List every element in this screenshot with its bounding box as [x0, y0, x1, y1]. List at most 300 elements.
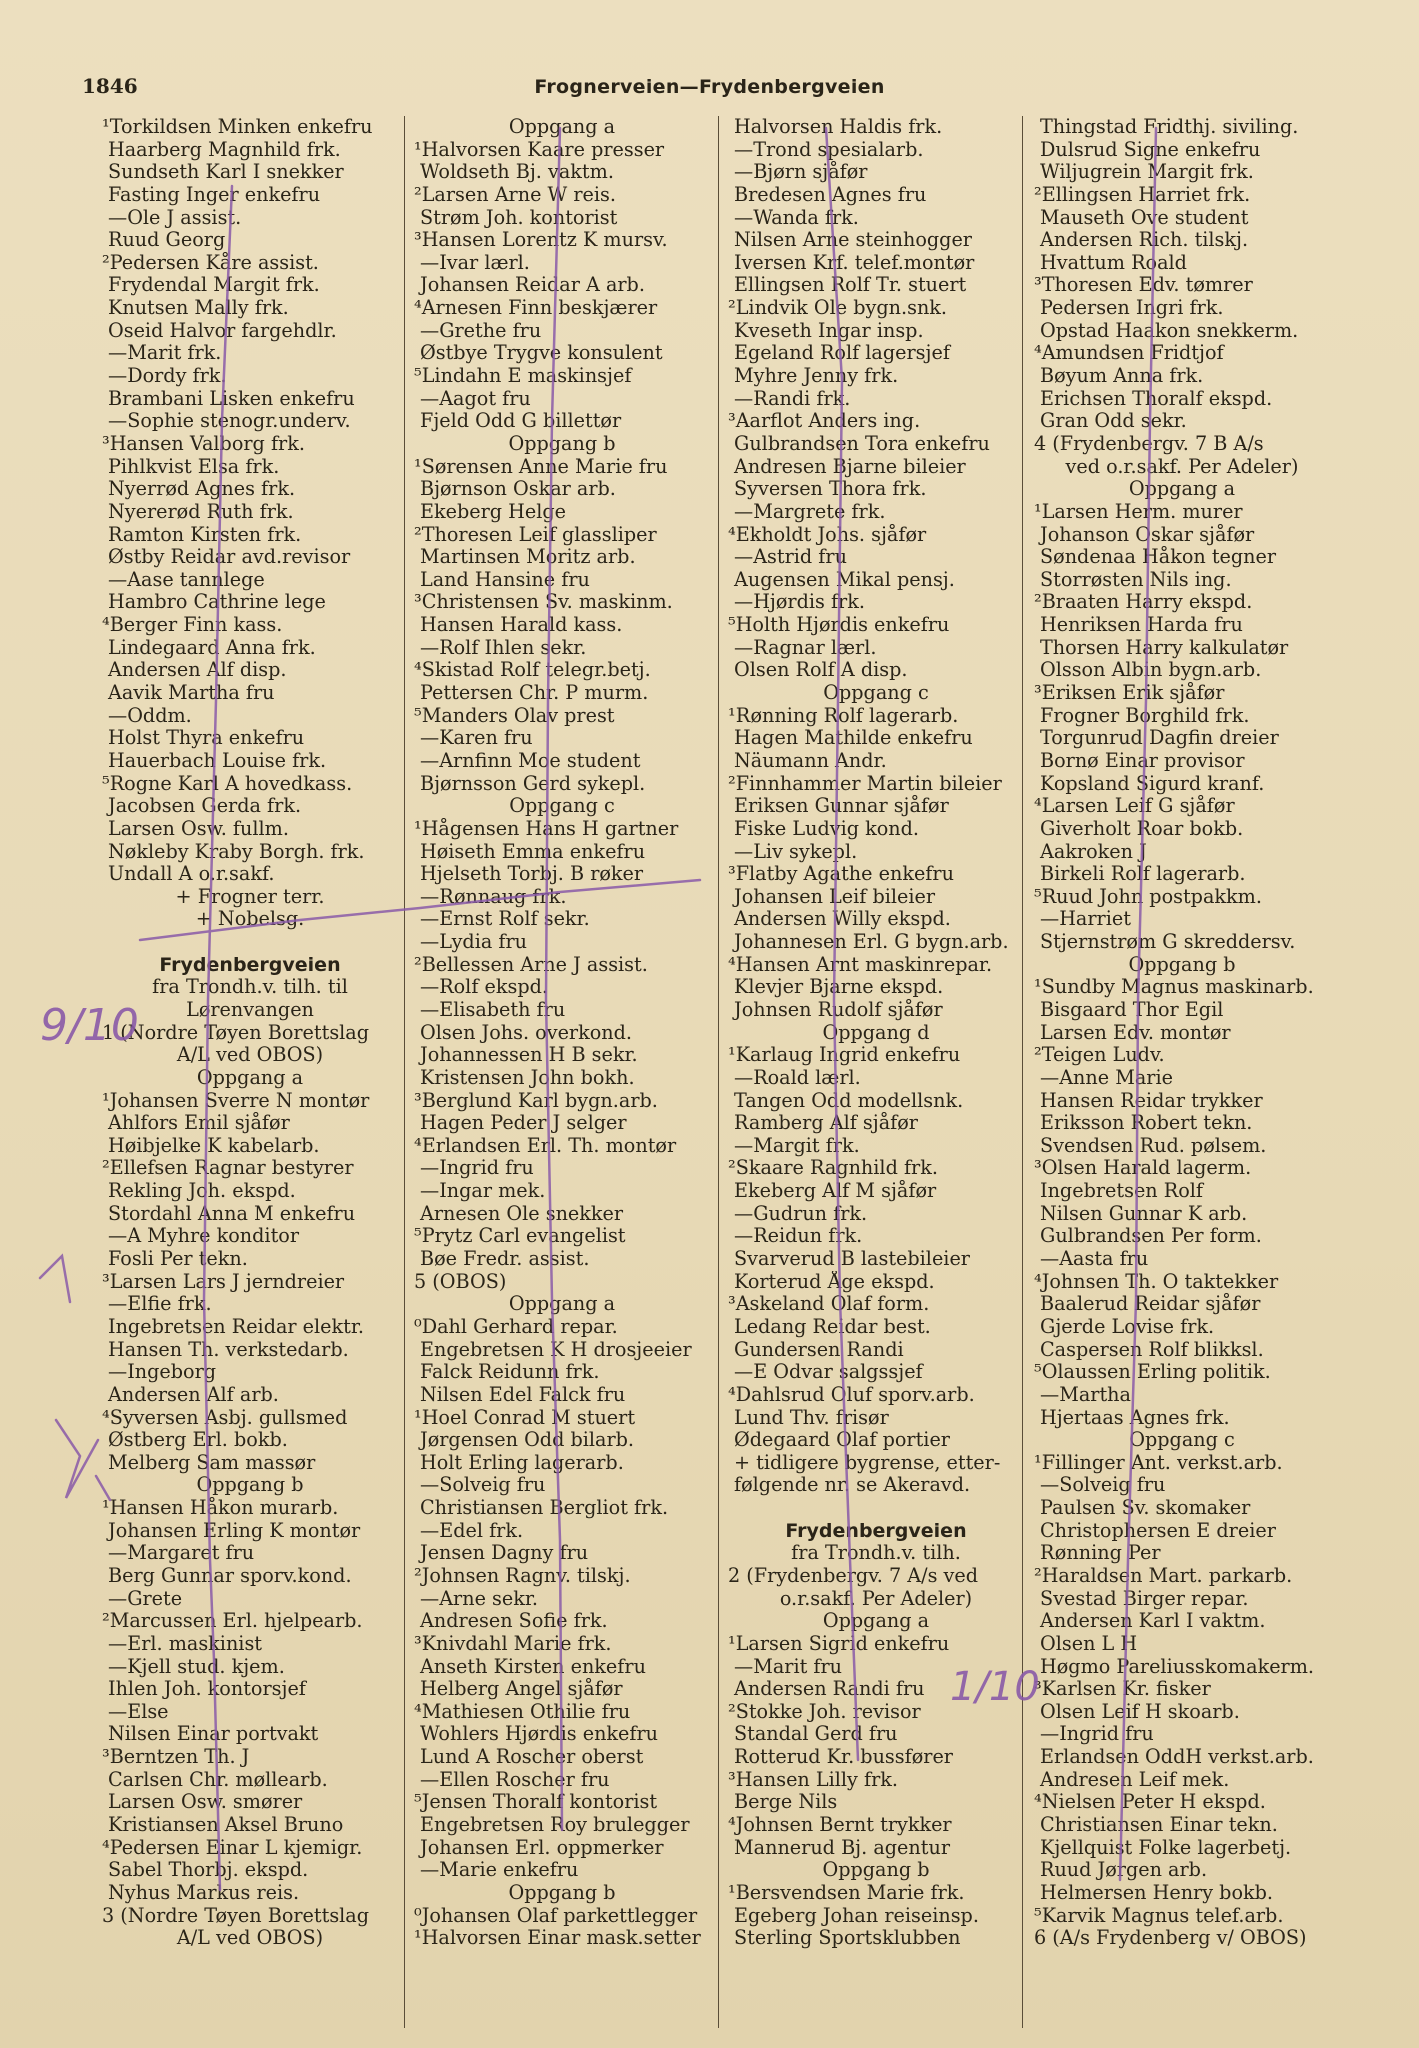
directory-entry: Erlandsen OddH verkst.arb. [1040, 1746, 1314, 1769]
directory-entry: Strøm Joh. kontorist [420, 206, 618, 229]
directory-entry: —Solveig fru [420, 1474, 546, 1497]
directory-entry: Helberg Angel sjåfør [420, 1678, 623, 1701]
directory-entry: Caspersen Rolf blikksl. [1040, 1338, 1264, 1361]
directory-entry: Søndenaa Håkon tegner [1040, 546, 1277, 569]
directory-entry: Gundersen Randi [734, 1338, 904, 1361]
section-label: Oppgang b [196, 1474, 304, 1497]
directory-entry: ⁴Pedersen Einar L kjemigr. [102, 1836, 363, 1859]
directory-entry: ²Thoresen Leif glassliper [414, 523, 657, 546]
directory-entry: —Elfie frk. [108, 1293, 212, 1316]
directory-entry: —Margrete frk. [734, 500, 886, 523]
directory-entry: Gran Odd sekr. [1040, 410, 1187, 433]
directory-entry: Sabel Thorbj. ekspd. [108, 1859, 309, 1882]
directory-entry: 3 (Nordre Tøyen Borettslag [102, 1904, 370, 1927]
directory-entry: ⁴Mathiesen Othilie fru [414, 1700, 631, 1723]
directory-entry: Eriksson Robert tekn. [1040, 1112, 1253, 1135]
directory-entry: Torgunrud Dagfin dreier [1040, 727, 1279, 750]
directory-entry: ²Finnhammer Martin bileier [728, 772, 1002, 795]
directory-entry: Ingebretsen Reidar elektr. [108, 1315, 365, 1338]
directory-entry: Frogner Borghild frk. [1040, 704, 1250, 727]
directory-entry: Nilsen Gunnar K arb. [1040, 1202, 1248, 1225]
section-label: ved o.r.sakf. Per Adeler) [1065, 455, 1299, 478]
directory-entry: ⁰Dahl Gerhard repar. [414, 1315, 618, 1338]
directory-entry: Christiansen Einar tekn. [1040, 1814, 1278, 1837]
directory-entry: Jacobsen Gerda frk. [108, 795, 302, 818]
directory-entry: Svendsen Rud. pølsem. [1040, 1134, 1267, 1157]
directory-entry: —Dordy frk. [108, 365, 227, 388]
directory-entry: Johannesen Erl. G bygn.arb. [734, 931, 1009, 954]
directory-entry: Hvattum Roald [1040, 251, 1187, 274]
directory-entry: ⁵Manders Olav prest [414, 704, 615, 727]
pencil-stroke [546, 128, 562, 1830]
directory-entry: Andersen Rich. tilskj. [1040, 229, 1249, 252]
pencil-stroke [1120, 128, 1156, 1880]
directory-entry: ²Bellessen Arne J assist. [414, 953, 648, 976]
directory-entry: ⁴Skistad Rolf telegr.betj. [414, 659, 651, 682]
directory-entry: ²Stokke Joh. revisor [728, 1700, 921, 1723]
directory-entry: ³Askeland Olaf form. [728, 1293, 930, 1316]
directory-entry: Gulbrandsen Tora enkefru [734, 432, 990, 455]
directory-entry: Rønning Per [1040, 1542, 1161, 1565]
directory-entry: Bjørnsson Gerd sykepl. [420, 772, 646, 795]
directory-entry: Falck Reidunn frk. [420, 1361, 600, 1384]
directory-entry: ³Berglund Karl bygn.arb. [414, 1089, 658, 1112]
section-label: Oppgang c [823, 682, 929, 705]
directory-entry: —Wanda frk. [734, 206, 859, 229]
directory-entry: Jensen Dagny fru [420, 1542, 589, 1565]
directory-entry: ¹Hansen Håkon murarb. [102, 1497, 339, 1520]
directory-entry: —Reidun frk. [734, 1225, 863, 1248]
directory-entry: ³Hansen Lilly frk. [728, 1768, 898, 1791]
section-label: Lørenvangen [186, 998, 314, 1021]
section-label: fra Trondh.v. tilh. til [152, 976, 348, 999]
directory-entry: Larsen Osw. fullm. [108, 817, 289, 840]
directory-entry: Olsson Albin bygn.arb. [1040, 659, 1262, 682]
directory-entry: —Oddm. [108, 704, 192, 727]
section-label: Oppgang d [822, 1021, 930, 1044]
directory-entry: Johansen Erling K montør [108, 1519, 361, 1542]
directory-entry: Henriksen Harda fru [1040, 614, 1243, 637]
directory-entry: —Ragnar lærl. [734, 636, 877, 659]
directory-entry: Jørgensen Odd bilarb. [420, 1429, 635, 1452]
directory-entry: Ingebretsen Rolf [1040, 1180, 1203, 1203]
directory-entry: Hambro Cathrine lege [108, 591, 326, 614]
directory-entry: ²Braaten Harry ekspd. [1034, 591, 1253, 614]
directory-entry: Gjerde Lovise frk. [1040, 1315, 1215, 1338]
directory-entry: —Margit frk. [734, 1134, 860, 1157]
directory-entry: —Martha [1040, 1383, 1131, 1406]
directory-entry: + Frogner terr. [175, 885, 325, 908]
directory-entry: Nilsen Arne steinhogger [734, 229, 972, 252]
directory-entry: Svestad Birger repar. [1040, 1587, 1249, 1610]
directory-entry: Olsen Johs. overkond. [420, 1021, 633, 1044]
street-heading: Frydenbergveien [159, 953, 341, 976]
directory-entry: Ramton Kirsten frk. [108, 523, 302, 546]
directory-entry: ¹Torkildsen Minken enkefru [102, 116, 373, 138]
directory-entry: Stordahl Anna M enkefru [108, 1202, 356, 1225]
directory-entry: —Randi frk. [734, 387, 851, 410]
directory-entry: ⁴Hansen Arnt maskinrepar. [728, 953, 993, 976]
directory-entry: Anseth Kirsten enkefru [420, 1655, 646, 1678]
directory-entry: ²Ellingsen Harriet frk. [1034, 183, 1251, 206]
directory-entry: Andersen Randi fru [734, 1678, 925, 1701]
directory-entry: —Erl. maskinist [108, 1632, 262, 1655]
directory-entry: Aakroken J [1040, 840, 1147, 863]
directory-entry: Arnesen Ole snekker [420, 1202, 624, 1225]
directory-entry: —Marit fru [734, 1655, 843, 1678]
handwritten-mark: 9/10 [40, 1000, 139, 1051]
directory-entry: Undall A o.r.sakf. [108, 863, 275, 886]
directory-entry: Kristensen John bokh. [420, 1066, 635, 1089]
directory-entry: ²Haraldsen Mart. parkarb. [1034, 1565, 1293, 1587]
directory-entry: Oseid Halvor fargehdlr. [108, 319, 337, 342]
directory-entry: —Anne Marie [1040, 1066, 1173, 1089]
directory-entry: Giverholt Roar bokb. [1040, 817, 1244, 840]
directory-entry: Mannerud Bj. agentur [734, 1836, 950, 1859]
directory-entry: ³Thoresen Edv. tømrer [1034, 274, 1253, 297]
directory-entry: 5 (OBOS) [414, 1270, 507, 1293]
directory-entry: ¹Rønning Rolf lagerarb. [728, 704, 959, 727]
directory-entry: —Liv sykepl. [734, 840, 858, 863]
directory-entry: Bøyum Anna frk. [1040, 365, 1204, 388]
directory-entry: Ledang Reidar best. [734, 1315, 931, 1338]
directory-entry: Bisgaard Thor Egil [1040, 998, 1224, 1021]
handwritten-mark: 1/10 [950, 1664, 1040, 1710]
directory-entry: Birkeli Rolf lagerarb. [1040, 863, 1246, 886]
directory-entry: Hansen Harald kass. [420, 614, 623, 637]
section-label: A/L ved OBOS) [176, 1044, 324, 1067]
directory-entry: Korterud Åge ekspd. [734, 1270, 935, 1293]
directory-entry: 2 (Frydenbergv. 7 A/s ved [728, 1565, 979, 1587]
directory-entry: ⁴Ekholdt Johs. sjåfør [728, 523, 927, 546]
directory-entry: Johansen Reidar A arb. [420, 274, 645, 297]
directory-entry: Melberg Sam massør [108, 1451, 316, 1474]
directory-entry: Thorsen Harry kalkulatør [1040, 636, 1289, 659]
directory-entry: Andersen Alf arb. [108, 1383, 279, 1406]
directory-entry: ³Karlsen Kr. fisker [1034, 1678, 1211, 1701]
directory-entry: Carlsen Chr. møllearb. [108, 1768, 328, 1791]
directory-entry: —Rolf ekspd. [420, 976, 549, 999]
directory-entry: Martinsen Moritz arb. [420, 546, 636, 569]
directory-entry: Bornø Einar provisor [1040, 749, 1245, 772]
section-label: Oppgang a [1128, 478, 1236, 501]
directory-entry: Andersen Alf disp. [108, 659, 287, 682]
directory-entry: Kjellquist Folke lagerbetj. [1040, 1836, 1292, 1859]
directory-entry: Kveseth Ingar insp. [734, 319, 924, 342]
directory-entry: ⁴Johnsen Bernt trykker [728, 1814, 952, 1837]
directory-entry: 4 (Frydenbergv. 7 B A/s [1034, 432, 1264, 455]
directory-entry: Ramberg Alf sjåfør [734, 1112, 918, 1135]
directory-entry: Lund Thv. frisør [734, 1406, 889, 1429]
directory-entry: Pihlkvist Elsa frk. [108, 455, 280, 478]
directory-entry: ⁵Rogne Karl A hovedkass. [102, 772, 353, 795]
directory-entry: Lindegaard Anna frk. [108, 636, 316, 659]
directory-entry: Andresen Sofie frk. [420, 1610, 608, 1633]
directory-entry: —A Myhre konditor [108, 1225, 300, 1248]
section-label: Oppgang c [1129, 1429, 1235, 1452]
directory-entry: Ruud Georg [108, 229, 226, 252]
directory-entry: ⁴Arnesen Finn beskjærer [414, 297, 658, 320]
directory-entry: Ellingsen Rolf Tr. stuert [734, 274, 967, 297]
directory-entry: Egeland Rolf lagersjef [734, 342, 950, 365]
directory-entry: 1 (Nordre Tøyen Borettslag [102, 1021, 370, 1044]
directory-entry: —Gudrun frk. [734, 1202, 868, 1225]
directory-entry: Høgmo Pareliusskomakerm. [1040, 1655, 1315, 1678]
directory-entry: Tangen Odd modellsnk. [734, 1089, 964, 1112]
directory-entry: Hagen Peder J selger [420, 1112, 627, 1135]
directory-entry: ⁰Johansen Olaf parkettlegger [414, 1904, 698, 1927]
directory-entry: Engebretsen K H drosjeeier [420, 1338, 692, 1361]
directory-entry: Fasting Inger enkefru [108, 183, 321, 206]
directory-entry: Olsen L H [1040, 1632, 1138, 1655]
directory-entry: Høibjelke K kabelarb. [108, 1134, 320, 1157]
directory-entry: ⁵Karvik Magnus telef.arb. [1034, 1904, 1284, 1927]
directory-entry: Rotterud Kr. bussfører [734, 1746, 953, 1769]
directory-entry: ⁴Amundsen Fridtjof [1034, 342, 1224, 365]
directory-entry: —Kjell stud. kjem. [108, 1655, 285, 1678]
pencil-stroke [826, 128, 858, 1760]
directory-entry: ⁴Nielsen Peter H ekspd. [1034, 1791, 1266, 1814]
directory-entry: Wohlers Hjørdis enkefru [420, 1723, 659, 1746]
directory-entry: Holst Thyra enkefru [108, 727, 305, 750]
directory-entry: ¹Sørensen Anne Marie fru [414, 455, 668, 478]
directory-entry: Berge Nils [734, 1791, 838, 1814]
directory-entry: ⁵Jensen Thoralf kontorist [414, 1791, 658, 1814]
directory-entry: Nyhus Markus reis. [108, 1881, 300, 1904]
section-label: fra Trondh.v. tilh. [791, 1542, 961, 1565]
directory-entry: Olsen Leif H skoarb. [1040, 1700, 1240, 1723]
directory-entry: ²Johnsen Ragnv. tilskj. [414, 1565, 631, 1587]
directory-entry: —Rønnaug frk. [420, 885, 567, 908]
section-label: Oppgang a [508, 1293, 616, 1316]
section-label: o.r.sakf. Per Adeler) [779, 1587, 973, 1610]
directory-entry: ¹Larsen Herm. murer [1034, 500, 1243, 523]
directory-entry: Nyerrød Agnes frk. [108, 478, 296, 501]
directory-entry: Dulsrud Signe enkefru [1040, 138, 1261, 161]
directory-entry: Helmersen Henry bokb. [1040, 1881, 1274, 1904]
directory-entry: ¹Larsen Sigrid enkefru [728, 1632, 950, 1655]
directory-entry: —Ingrid fru [1040, 1723, 1154, 1746]
directory-entry: Nøkleby Kraby Borgh. frk. [108, 840, 365, 863]
directory-entry: —Harriet [1040, 908, 1131, 931]
directory-entry: + tidligere bygrense, etter- [734, 1451, 1001, 1474]
directory-entry: Andresen Bjarne bileier [734, 455, 966, 478]
directory-entry: Engebretsen Roy brulegger [420, 1814, 690, 1837]
street-heading: Frydenbergveien [785, 1519, 967, 1542]
pencil-stroke [56, 1420, 98, 1498]
section-label: A/L ved OBOS) [176, 1927, 324, 1950]
directory-entry: ⁴Dahlsrud Oluf sporv.arb. [728, 1383, 975, 1406]
directory-entry: —Ingrid fru [420, 1157, 534, 1180]
directory-entry: Hansen Reidar trykker [1040, 1089, 1263, 1112]
directory-entry: Larsen Edv. montør [1040, 1021, 1231, 1044]
directory-entry: Høiseth Emma enkefru [420, 840, 646, 863]
directory-entry: ¹Sundby Magnus maskinarb. [1034, 976, 1314, 999]
pencil-stroke [204, 186, 232, 1890]
directory-entry: ³Hansen Lorentz K mursv. [414, 229, 668, 252]
directory-entry: —Arnfinn Moe student [420, 749, 641, 772]
directory-entry: Mauseth Ove student [1040, 206, 1249, 229]
directory-entry: Fosli Per tekn. [108, 1248, 248, 1271]
directory-entry: Pettersen Chr. P murm. [420, 682, 649, 705]
directory-entry: ³Eriksen Erik sjåfør [1034, 682, 1225, 705]
directory-entry: Berg Gunnar sporv.kond. [108, 1565, 352, 1587]
directory-entry: Ekeberg Helge [420, 500, 567, 523]
directory-entry: Nyererød Ruth frk. [108, 500, 294, 523]
directory-entry: ²Teigen Ludv. [1034, 1044, 1165, 1067]
directory-entry: —E Odvar salgssjef [734, 1361, 923, 1384]
directory-entry: ¹Hoel Conrad M stuert [414, 1406, 636, 1429]
directory-entry: ⁵Holth Hjørdis enkefru [728, 614, 950, 637]
directory-entry: ¹Halvorsen Kaare presser [414, 138, 665, 161]
directory-entry: —Ernst Rolf sekr. [420, 908, 590, 931]
directory-entry: —Ellen Roscher fru [420, 1768, 610, 1791]
section-label: Oppgang b [508, 1881, 616, 1904]
directory-entry: Bøe Fredr. assist. [420, 1248, 590, 1271]
directory-entry: ⁴Larsen Leif G sjåfør [1034, 795, 1235, 818]
directory-entry: Storrøsten Nils ing. [1040, 568, 1232, 591]
directory-entry: Wiljugrein Margit frk. [1040, 161, 1254, 184]
directory-entry: Haarberg Magnhild frk. [108, 138, 341, 161]
directory-entry: ¹Hågensen Hans H gartner [414, 817, 679, 840]
directory-entry: Holt Erling lagerarb. [420, 1451, 624, 1474]
directory-entry: ³Flatby Agathe enkefru [728, 863, 954, 886]
directory-entry: ²Skaare Ragnhild frk. [728, 1157, 938, 1180]
directory-entry: —Margaret fru [108, 1542, 255, 1565]
directory-entry: —Ole J assist. [108, 206, 242, 229]
section-label: Oppgang c [509, 795, 615, 818]
directory-entry: Hauerbach Louise frk. [108, 749, 327, 772]
directory-entry: —Elisabeth fru [420, 998, 566, 1021]
pencil-stroke [140, 880, 700, 940]
directory-entry: Nilsen Einar portvakt [108, 1723, 319, 1746]
directory-entry: Johansen Leif bileier [734, 885, 936, 908]
directory-entry: —Marie enkefru [420, 1859, 579, 1882]
directory-entry: Lund A Roscher oberst [420, 1746, 644, 1769]
directory-entry: Østberg Erl. bokb. [108, 1429, 288, 1452]
directory-entry: ³Larsen Lars J jerndreier [102, 1270, 345, 1293]
directory-entry: Gulbrandsen Per form. [1040, 1225, 1262, 1248]
directory-entry: ⁵Lindahn E maskinsjef [414, 365, 632, 388]
directory-entry: Eriksen Gunnar sjåfør [734, 795, 949, 818]
directory-entry: ²Ellefsen Ragnar bestyrer [102, 1157, 354, 1180]
directory-entry: ²Lindvik Ole bygn.snk. [728, 297, 948, 320]
directory-entry: —Grete [108, 1587, 183, 1610]
directory-entry: Thingstad Fridthj. siviling. [1040, 116, 1299, 138]
directory-entry: —Else [108, 1700, 169, 1723]
directory-entry: —Trond spesialarb. [734, 138, 924, 161]
directory-entry: Hjertaas Agnes frk. [1040, 1406, 1230, 1429]
directory-entry: Johansen Erl. oppmerker [420, 1836, 664, 1859]
directory-entry: ⁵Prytz Carl evangelist [414, 1225, 626, 1248]
directory-entry: Myhre Jenny frk. [734, 365, 899, 388]
directory-entry: ³Olsen Harald lagerm. [1034, 1157, 1252, 1180]
section-label: Oppgang b [1128, 953, 1236, 976]
directory-entry: ³Hansen Valborg frk. [102, 432, 305, 455]
directory-entry: ²Marcussen Erl. hjelpearb. [102, 1610, 363, 1633]
directory-entry: Hansen Th. verkstedarb. [108, 1338, 349, 1361]
directory-entry: —Sophie stenogr.underv. [108, 410, 351, 433]
directory-entry: —Ivar lærl. [420, 251, 530, 274]
section-label: Oppgang b [822, 1859, 930, 1882]
directory-entry: Paulsen Sv. skomaker [1040, 1497, 1251, 1520]
directory-entry: Näumann Andr. [734, 749, 887, 772]
pencil-stroke [40, 1256, 70, 1302]
directory-entry: —Edel frk. [420, 1519, 524, 1542]
directory-entry: —Grethe fru [420, 319, 542, 342]
directory-entry: Østby Reidar avd.revisor [108, 546, 351, 569]
directory-entry: Andersen Karl I vaktm. [1040, 1610, 1266, 1633]
directory-entry: Andresen Leif mek. [1040, 1768, 1230, 1791]
directory-entry: Ahlfors Emil sjåfør [108, 1112, 290, 1135]
directory-entry: —Ingar mek. [420, 1180, 546, 1203]
directory-entry: Kristiansen Aksel Bruno [108, 1814, 344, 1837]
directory-entry: Ødegaard Olaf portier [734, 1429, 950, 1452]
directory-entry: Johannessen H B sekr. [420, 1044, 638, 1067]
directory-entry: —Solveig fru [1040, 1474, 1166, 1497]
directory-entry: ³Knivdahl Marie frk. [414, 1632, 612, 1655]
directory-entry: Erichsen Thoralf ekspd. [1040, 387, 1273, 410]
directory-entry: Larsen Osw. smører [108, 1791, 303, 1814]
directory-entry: følgende nr. se Akeravd. [734, 1474, 971, 1497]
directory-entry: Rekling Joh. ekspd. [108, 1180, 296, 1203]
directory-entry: Pedersen Ingri frk. [1040, 297, 1224, 320]
directory-entry: —Hjørdis frk. [734, 591, 865, 614]
directory-entry: ³Berntzen Th. J [102, 1746, 250, 1769]
directory-entry: ⁴Erlandsen Erl. Th. montør [414, 1134, 677, 1157]
directory-entry: ⁵Ruud John postpakkm. [1034, 885, 1262, 908]
directory-entry: Hagen Mathilde enkefru [734, 727, 973, 750]
directory-entry: Augensen Mikal pensj. [734, 568, 955, 591]
directory-entry: Fjeld Odd G billettør [420, 410, 622, 433]
directory-entry: ¹Karlaug Ingrid enkefru [728, 1044, 961, 1067]
directory-entry: —Roald lærl. [734, 1066, 861, 1089]
directory-entry: Iversen Krf. telef.montør [734, 251, 975, 274]
directory-entry: ⁴Syversen Asbj. gullsmed [102, 1406, 348, 1429]
pencil-stroke [96, 1476, 110, 1500]
directory-entry: ⁵Olaussen Erling politik. [1034, 1361, 1271, 1384]
page-number: 1846 [82, 74, 138, 98]
directory-entry: Standal Gerd fru [734, 1723, 898, 1746]
directory-entry: ¹Bersvendsen Marie frk. [728, 1881, 965, 1904]
directory-entry: Hjelseth Torbj. B røker [420, 863, 644, 886]
directory-entry: —Karen fru [420, 727, 533, 750]
directory-entry: ¹Halvorsen Einar mask.setter [414, 1927, 701, 1950]
directory-entry: —Aagot fru [420, 387, 531, 410]
directory-entry: —Aasta fru [1040, 1248, 1149, 1271]
directory-entry: ³Aarflot Anders ing. [728, 410, 921, 433]
directory-entry: Østbye Trygve konsulent [420, 342, 663, 365]
directory-entry: Kopsland Sigurd kranf. [1040, 772, 1265, 795]
directory-entry: + Nobelsg. [195, 908, 305, 931]
directory-entry: —Ingeborg [108, 1361, 217, 1384]
directory-entry: ¹Fillinger Ant. verkst.arb. [1034, 1451, 1283, 1474]
section-label: Oppgang b [508, 432, 616, 455]
page-header: Frognerveien—Frydenbergveien [534, 76, 885, 98]
directory-entry: Nilsen Edel Falck fru [420, 1383, 626, 1406]
directory-entry: Opstad Haakon snekkerm. [1040, 319, 1299, 342]
directory-entry: Ekeberg Alf M sjåfør [734, 1180, 937, 1203]
directory-entry: —Arne sekr. [420, 1587, 539, 1610]
directory-entry: Christophersen E dreier [1040, 1519, 1276, 1542]
section-label: Oppgang a [822, 1610, 930, 1633]
directory-entry: Johnsen Rudolf sjåfør [734, 998, 943, 1021]
directory-entry: Ihlen Joh. kontorsjef [108, 1678, 306, 1701]
directory-entry: —Aase tannlege [108, 568, 265, 591]
directory-entry: Christiansen Bergliot frk. [420, 1497, 669, 1520]
directory-entry: Klevjer Bjarne ekspd. [734, 976, 944, 999]
directory-entry: ²Pedersen Kåre assist. [102, 251, 319, 274]
